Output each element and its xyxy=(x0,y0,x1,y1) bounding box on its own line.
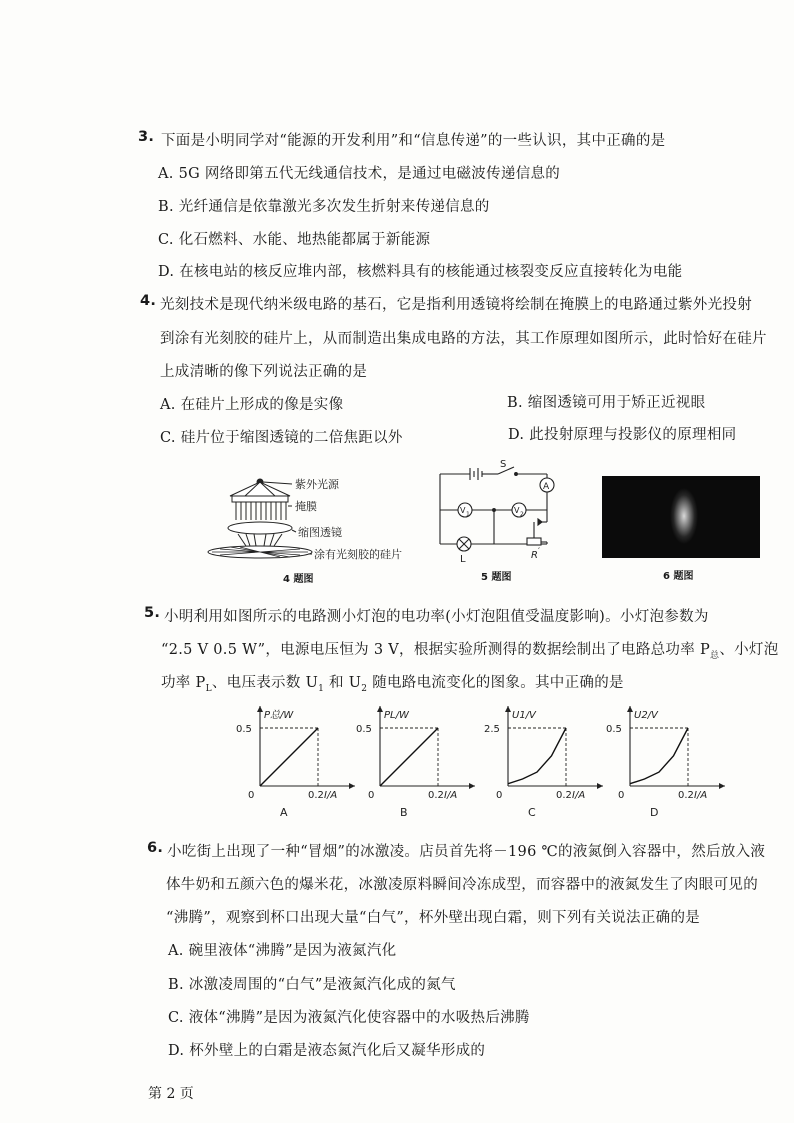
y-axis-arrow xyxy=(377,706,383,712)
series-line xyxy=(508,728,566,784)
x-tick-label: 0 xyxy=(618,790,625,801)
y-tick-label: 0.5 xyxy=(606,724,622,735)
option-d: D. 此投射原理与投影仪的原理相同 xyxy=(508,427,737,443)
figure-6-caption: 6 题图 xyxy=(663,571,694,582)
label-wafer: 涂有光刻胶的硅片 xyxy=(314,548,402,561)
question-number: 4. xyxy=(140,293,157,309)
x-axis-label: I/A xyxy=(694,790,708,801)
x-axis-label: I/A xyxy=(444,790,458,801)
figure-4-caption: 4 题图 xyxy=(283,574,314,585)
page-number: 第 2 页 xyxy=(148,1086,194,1102)
option-a: A. 碗里液体“沸腾”是因为液氮汽化 xyxy=(168,943,397,959)
graph-option-label: A xyxy=(280,806,288,819)
y-tick-label: 0.5 xyxy=(236,724,252,735)
label-uv-source: 紫外光源 xyxy=(295,478,339,491)
x-axis-arrow xyxy=(719,783,725,789)
x-tick-label: 0.2 xyxy=(428,790,444,801)
y-axis-label: PL/W xyxy=(384,710,409,721)
label-voltmeter-1-sub: 1 xyxy=(466,511,470,518)
y-tick-label: 0.5 xyxy=(356,724,372,735)
figure-4-lithography-diagram xyxy=(200,472,410,564)
label-lens: 缩图透镜 xyxy=(298,526,342,539)
question-number: 3. xyxy=(138,129,155,145)
y-axis-arrow xyxy=(627,706,633,712)
label-ammeter: A xyxy=(543,482,550,492)
series-line xyxy=(380,728,438,786)
question-number: 6. xyxy=(147,840,164,856)
figure-6-photo xyxy=(602,476,760,558)
question-stem-line: 小明利用如图所示的电路测小灯泡的电功率(小灯泡阻值受温度影响)。小灯泡参数为 xyxy=(164,609,709,625)
graph-option-label: D xyxy=(650,806,659,819)
x-axis-arrow xyxy=(469,783,475,789)
label-lamp: L xyxy=(460,554,466,565)
question-stem-line: 功率 $P_L$、电压表示数 $U_1$ 和 $U_2$ 随电路电流变化的图象。其中正确的是 xyxy=(161,675,624,694)
question-stem-line: “2.5 V 0.5 W”，电源电压恒为 3 V，根据实验所测得的数据绘制出了电路总功率 $P_总$、小灯泡 xyxy=(161,642,779,661)
x-tick-label: 0.2 xyxy=(678,790,694,801)
x-tick-label: 0 xyxy=(368,790,375,801)
x-axis-label: I/A xyxy=(324,790,338,801)
option-b: B. 冰激凌周围的“白气”是液氮汽化成的氮气 xyxy=(168,977,456,993)
label-rheostat: R xyxy=(531,550,538,561)
option-b: B. 缩图透镜可用于矫正近视眼 xyxy=(507,395,706,411)
x-tick-label: 0.2 xyxy=(308,790,324,801)
label-voltmeter-2: V xyxy=(514,506,520,515)
y-tick-label: 2.5 xyxy=(484,724,500,735)
figure-5-circuit-diagram xyxy=(430,458,570,566)
x-axis-arrow xyxy=(597,783,603,789)
graph-option-label: B xyxy=(400,806,408,819)
question-number: 5. xyxy=(144,605,161,621)
x-axis-label: I/A xyxy=(572,790,586,801)
option-c: C. 液体“沸腾”是因为液氮汽化使容器中的水吸热后沸腾 xyxy=(168,1010,530,1026)
option-a: A. 5G 网络即第五代无线通信技术，是通过电磁波传递信息的 xyxy=(158,166,561,182)
option-a: A. 在硅片上形成的像是实像 xyxy=(160,397,344,413)
series-line xyxy=(630,728,688,784)
y-axis-label: P总/W xyxy=(264,710,294,721)
label-mask: 掩膜 xyxy=(295,500,317,513)
question-stem-line: 小吃街上出现了一种“冒烟”的冰激凌。店员首先将－196 ℃的液氮倒入容器中，然后放入液 xyxy=(167,844,766,860)
option-c: C. 硅片位于缩图透镜的二倍焦距以外 xyxy=(160,430,403,446)
question-stem: 下面是小明同学对“能源的开发利用”和“信息传递”的一些认识，其中正确的是 xyxy=(161,133,666,149)
x-tick-label: 0 xyxy=(496,790,503,801)
y-axis-arrow xyxy=(505,706,511,712)
label-voltmeter-1: V xyxy=(460,506,466,515)
x-tick-label: 0 xyxy=(248,790,255,801)
option-d: D. 在核电站的核反应堆内部，核燃料具有的核能通过核裂变反应直接转化为电能 xyxy=(158,264,683,280)
y-axis-label: U2/V xyxy=(634,710,658,721)
option-d: D. 杯外壁上的白霜是液态氮汽化后又凝华形成的 xyxy=(168,1043,486,1059)
y-axis-arrow xyxy=(257,706,263,712)
question-stem-line: “沸腾”，观察到杯口出现大量“白气”，杯外壁出现白霜，则下列有关说法正确的是 xyxy=(166,910,701,926)
graph-option-label: C xyxy=(528,806,536,819)
label-rheostat-prime: ′ xyxy=(538,547,541,557)
x-axis-arrow xyxy=(349,783,355,789)
option-b: B. 光纤通信是依靠激光多次发生折射来传递信息的 xyxy=(158,199,490,215)
series-line xyxy=(260,728,318,786)
question-stem-line: 体牛奶和五颜六色的爆米花，冰激凌原料瞬间冷冻成型，而容器中的液氮发生了肉眼可见的 xyxy=(166,877,758,893)
figure-5-caption: 5 题图 xyxy=(481,572,512,583)
question-stem-line: 光刻技术是现代纳米级电路的基石，它是指利用透镜将绘制在掩膜上的电路通过紫外光投射 xyxy=(160,297,752,313)
option-c: C. 化石燃料、水能、地热能都属于新能源 xyxy=(158,232,431,248)
label-voltmeter-2-sub: 2 xyxy=(520,511,524,518)
question-5-graphs xyxy=(0,700,794,825)
x-tick-label: 0.2 xyxy=(556,790,572,801)
question-stem-line: 上成清晰的像下列说法正确的是 xyxy=(160,364,368,380)
y-axis-label: U1/V xyxy=(512,710,536,721)
question-stem-line: 到涂有光刻胶的硅片上，从而制造出集成电路的方法，其工作原理如图所示，此时恰好在硅片 xyxy=(160,331,767,347)
label-switch: S xyxy=(500,459,507,470)
